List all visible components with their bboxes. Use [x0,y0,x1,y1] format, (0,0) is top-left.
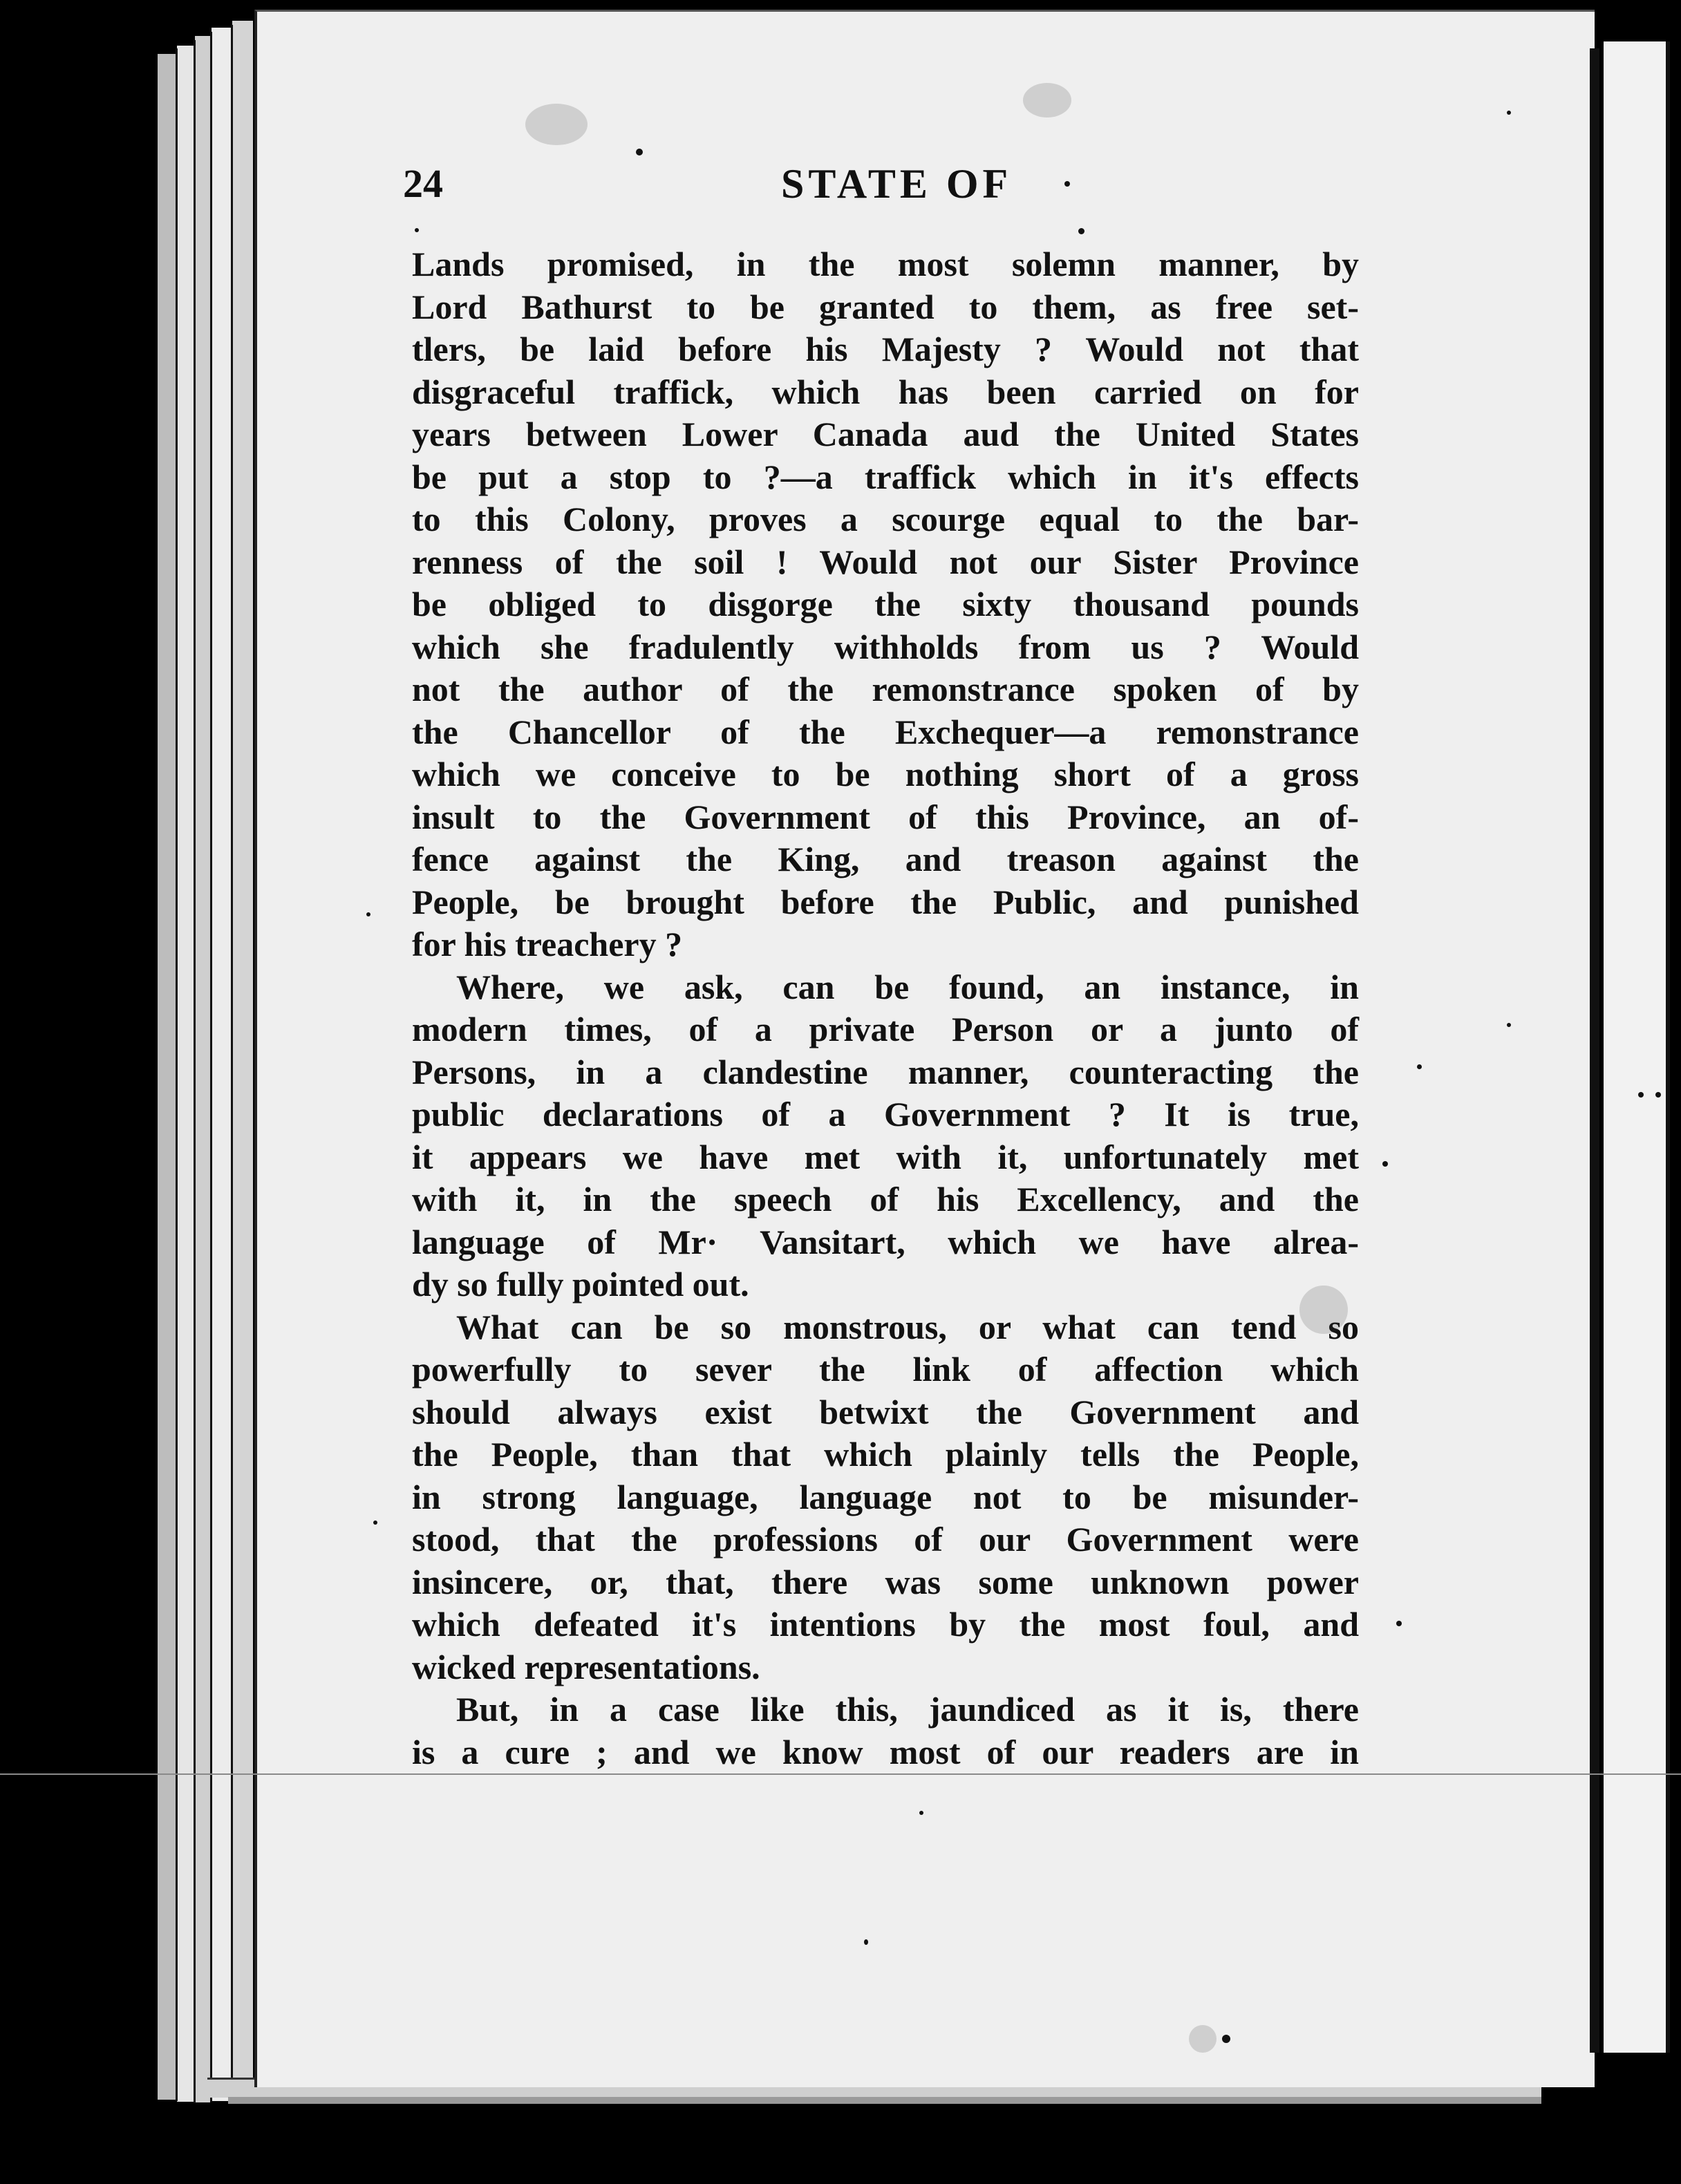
speck [1382,1161,1388,1167]
page-edge-line [231,25,233,2102]
text-line: Where, we ask, can be found, an instance, in [456,967,1359,1006]
text-line: in strong language, language not to be misunder- [412,1477,1359,1516]
speck [919,1811,923,1815]
text-line: should always exist betwixt the Government and [412,1392,1359,1431]
text-line: it appears we have met with it, unfortunately met [412,1137,1359,1176]
text-line: is a cure ; and we know most of our readers are in [412,1732,1359,1771]
text-line: But, in a case like this, jaundiced as it is, there [456,1690,1359,1729]
page-edge [177,46,194,2102]
text-line: insincere, or, that, there was some unknown power [412,1562,1359,1601]
text-line: be obliged to disgorge the sixty thousand pounds [412,585,1359,623]
smudge [525,104,588,145]
speck [1638,1092,1644,1098]
page-edge [158,54,176,2100]
text-line: disgraceful traffick, which has been carried on for [412,372,1359,411]
speck [1064,181,1070,187]
page-edge-line [176,48,178,2101]
text-line: Lord Bathurst to be granted to them, as free set- [412,287,1359,326]
text-line: the Chancellor of the Exchequer—a remonstrance [412,712,1359,751]
speck [636,149,643,156]
text-line: for his treachery ? [412,925,683,963]
text-line: years between Lower Canada aud the United States [412,415,1359,453]
speck [373,1521,377,1525]
speck [1507,1023,1511,1027]
speck [1396,1621,1402,1626]
text-line: People, be brought before the Public, and punished [412,882,1359,921]
text-line: modern times, of a private Person or a junto of [412,1010,1359,1048]
text-line: Lands promised, in the most solemn manner, by [412,245,1359,283]
speck [1417,1064,1422,1069]
text-line: fence against the King, and treason against the [412,840,1359,878]
smudge [1299,1286,1348,1334]
smudge [1023,83,1071,117]
text-line: insult to the Government of this Province, an of- [412,797,1359,836]
text-line: stood, that the professions of our Government were [412,1520,1359,1559]
text-line: powerfully to sever the link of affection which [412,1350,1359,1388]
text-line: be put a stop to ?—a traffick which in it's effects [412,457,1359,496]
speck [1507,111,1511,115]
paragraph [412,966,1359,1306]
binding-gutter [1590,48,1599,2053]
page-edge-line [210,32,212,2102]
text-line: language of Mr· Vansitart, which we have alrea- [412,1222,1359,1261]
facing-page-edge [1604,41,1670,2053]
paragraph [412,243,1359,966]
speck [415,228,419,232]
smudge [1189,2025,1217,2053]
speck [366,912,370,916]
speck [1655,1092,1661,1098]
text-line: which we conceive to be nothing short of a gross [412,755,1359,793]
scan-hairline [0,1773,1681,1775]
text-line: Persons, in a clandestine manner, counteracting the [412,1052,1359,1091]
text-line: the People, than that which plainly tells the People, [412,1435,1359,1474]
text-line: not the author of the remonstrance spoken of by [412,670,1359,708]
speck [1078,228,1084,234]
text-line: which she fradulently withholds from us ? Would [412,627,1359,666]
page-edge [195,36,210,2102]
paragraph [412,1688,1359,1773]
text-line: with it, in the speech of his Excellency, and the [412,1180,1359,1218]
text-line: renness of the soil ! Would not our Sister Province [412,542,1359,581]
speck [1222,2035,1230,2043]
text-line: What can be so monstrous, or what can tend so [456,1307,1359,1346]
page-edge-line [194,40,196,2103]
paragraph [412,1306,1359,1689]
page-bottom-edge [228,2097,1541,2104]
body-text [412,243,1359,1773]
text-line: tlers, be laid before his Majesty ? Would not that [412,330,1359,368]
text-line: wicked representations. [412,1647,760,1686]
text-line: dy so fully pointed out. [412,1265,749,1303]
text-line: to this Colony, proves a scourge equal to the bar- [412,500,1359,538]
page-edge [232,21,253,2101]
speck [864,1939,868,1945]
text-line: which defeated it's intentions by the most foul, and [412,1605,1359,1644]
page-number: 24 [403,161,443,206]
page-edge [212,28,231,2101]
running-head: STATE OF [781,161,1013,207]
text-line: public declarations of a Government ? It is true, [412,1095,1359,1133]
